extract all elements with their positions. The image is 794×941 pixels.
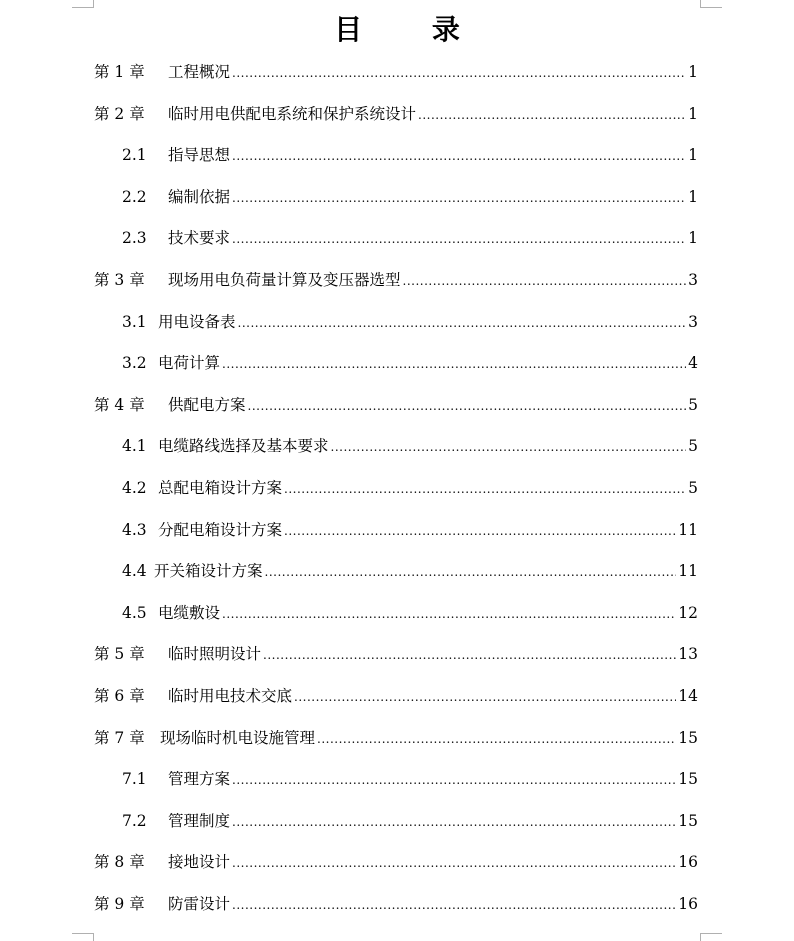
toc-entry-section-4-2[interactable]	[94, 468, 698, 510]
toc-entry-number: 4.3	[122, 520, 147, 539]
toc-dot-leader	[232, 802, 676, 844]
toc-entry-label: 电缆敷设	[158, 603, 221, 622]
toc-dot-leader	[232, 885, 676, 927]
toc-entry-label: 临时用电技术交底	[168, 686, 293, 705]
toc-entry-number: 第 8 章	[94, 853, 145, 872]
page-corner-mark-bottom-right	[700, 933, 722, 941]
toc-dot-leader	[294, 677, 676, 719]
toc-dot-leader	[403, 261, 687, 303]
toc-entry-label: 电荷计算	[158, 354, 221, 373]
toc-entry-chapter-7[interactable]	[94, 718, 698, 760]
toc-entry-page: 5	[688, 478, 698, 497]
toc-entry-number: 7.1	[122, 770, 147, 789]
toc-dot-leader	[222, 344, 686, 386]
toc-dot-leader	[232, 53, 686, 95]
toc-entry-label: 临时照明设计	[168, 645, 262, 664]
toc-entry-label: 开关箱设计方案	[154, 562, 263, 581]
toc-entry-section-2-1[interactable]	[94, 135, 698, 177]
toc-dot-leader	[232, 843, 676, 885]
toc-entry-chapter-6[interactable]	[94, 676, 698, 718]
toc-entry-page: 11	[678, 520, 698, 539]
toc-entry-chapter-9[interactable]	[94, 884, 698, 926]
toc-entry-label: 供配电方案	[168, 395, 246, 414]
toc-entry-label: 电缆路线选择及基本要求	[158, 437, 329, 456]
toc-entry-page: 15	[678, 811, 698, 830]
toc-entry-section-2-3[interactable]	[94, 218, 698, 260]
toc-entry-page: 1	[688, 146, 698, 165]
toc-dot-leader	[418, 95, 686, 137]
toc-entry-page: 11	[678, 562, 698, 581]
table-of-contents	[94, 52, 698, 925]
toc-entry-chapter-3[interactable]	[94, 260, 698, 302]
toc-entry-chapter-2[interactable]	[94, 94, 698, 136]
toc-entry-page: 1	[688, 187, 698, 206]
toc-entry-section-4-5[interactable]	[94, 593, 698, 635]
toc-entry-label: 用电设备表	[158, 312, 236, 331]
toc-entry-number: 3.1	[122, 312, 147, 331]
toc-entry-number: 第 7 章	[94, 728, 145, 747]
toc-entry-page: 3	[688, 270, 698, 289]
toc-entry-number: 第 3 章	[94, 270, 145, 289]
toc-entry-number: 2.3	[122, 229, 147, 248]
toc-entry-label: 管理制度	[168, 811, 231, 830]
toc-dot-leader	[232, 219, 686, 261]
toc-entry-label: 编制依据	[168, 187, 231, 206]
toc-entry-section-4-3[interactable]	[94, 510, 698, 552]
toc-entry-section-7-2[interactable]	[94, 801, 698, 843]
toc-entry-label: 现场临时机电设施管理	[160, 728, 316, 747]
toc-entry-number: 7.2	[122, 811, 147, 830]
toc-dot-leader	[284, 511, 676, 553]
page-corner-mark-top-left	[72, 0, 94, 8]
toc-entry-page: 1	[688, 104, 698, 123]
toc-entry-page: 5	[688, 395, 698, 414]
toc-entry-section-4-4[interactable]	[94, 551, 698, 593]
toc-entry-number: 第 4 章	[94, 395, 145, 414]
toc-entry-number: 4.2	[122, 478, 147, 497]
toc-entry-number: 第 6 章	[94, 686, 145, 705]
toc-entry-number: 2.1	[122, 146, 147, 165]
toc-entry-section-4-1[interactable]	[94, 426, 698, 468]
toc-entry-label: 总配电箱设计方案	[158, 478, 283, 497]
toc-entry-number: 3.2	[122, 354, 147, 373]
toc-entry-chapter-8[interactable]	[94, 842, 698, 884]
toc-entry-label: 接地设计	[168, 853, 231, 872]
toc-entry-section-3-1[interactable]	[94, 302, 698, 344]
toc-dot-leader	[238, 303, 687, 345]
toc-dot-leader	[232, 136, 686, 178]
toc-dot-leader	[331, 427, 687, 469]
toc-entry-page: 13	[678, 645, 698, 664]
toc-entry-number: 第 1 章	[94, 63, 145, 81]
toc-entry-label: 临时用电供配电系统和保护系统设计	[168, 104, 417, 123]
toc-entry-page: 4	[688, 354, 698, 373]
toc-entry-section-2-2[interactable]	[94, 177, 698, 219]
toc-entry-number: 4.1	[122, 437, 147, 456]
toc-entry-label: 分配电箱设计方案	[158, 520, 283, 539]
toc-entry-page: 5	[688, 437, 698, 456]
toc-entry-label: 现场用电负荷量计算及变压器选型	[168, 270, 401, 289]
toc-entry-label: 工程概况	[168, 63, 231, 81]
toc-entry-page: 15	[678, 728, 698, 747]
toc-entry-page: 1	[688, 229, 698, 248]
toc-entry-label: 防雷设计	[168, 894, 231, 913]
toc-entry-section-7-1[interactable]	[94, 759, 698, 801]
toc-entry-page: 16	[678, 894, 698, 913]
toc-entry-chapter-1[interactable]	[94, 52, 698, 94]
page-corner-mark-top-right	[700, 0, 722, 8]
toc-entry-number: 第 9 章	[94, 894, 145, 913]
toc-dot-leader	[222, 594, 676, 636]
toc-entry-page: 16	[678, 853, 698, 872]
toc-entry-number: 4.4	[122, 562, 147, 581]
toc-dot-leader	[232, 178, 686, 220]
toc-dot-leader	[232, 760, 676, 802]
toc-entry-label: 技术要求	[168, 229, 231, 248]
toc-dot-leader	[284, 469, 686, 511]
toc-entry-label: 指导思想	[168, 146, 231, 165]
toc-entry-number: 第 2 章	[94, 104, 145, 123]
toc-dot-leader	[263, 635, 676, 677]
toc-entry-page: 3	[688, 312, 698, 331]
toc-entry-page: 12	[678, 603, 698, 622]
toc-entry-chapter-4[interactable]	[94, 385, 698, 427]
toc-entry-number: 4.5	[122, 603, 147, 622]
page-title: 目 录	[334, 13, 490, 46]
page-corner-mark-bottom-left	[72, 933, 94, 941]
toc-entry-number: 第 5 章	[94, 645, 145, 664]
toc-entry-chapter-5[interactable]	[94, 634, 698, 676]
toc-entry-number: 2.2	[122, 187, 147, 206]
toc-dot-leader	[317, 719, 676, 761]
toc-entry-page: 1	[688, 63, 698, 81]
toc-dot-leader	[248, 386, 687, 428]
toc-entry-page: 15	[678, 770, 698, 789]
toc-entry-label: 管理方案	[168, 770, 231, 789]
toc-dot-leader	[265, 552, 677, 594]
toc-entry-section-3-2[interactable]	[94, 343, 698, 385]
toc-entry-page: 14	[678, 686, 698, 705]
